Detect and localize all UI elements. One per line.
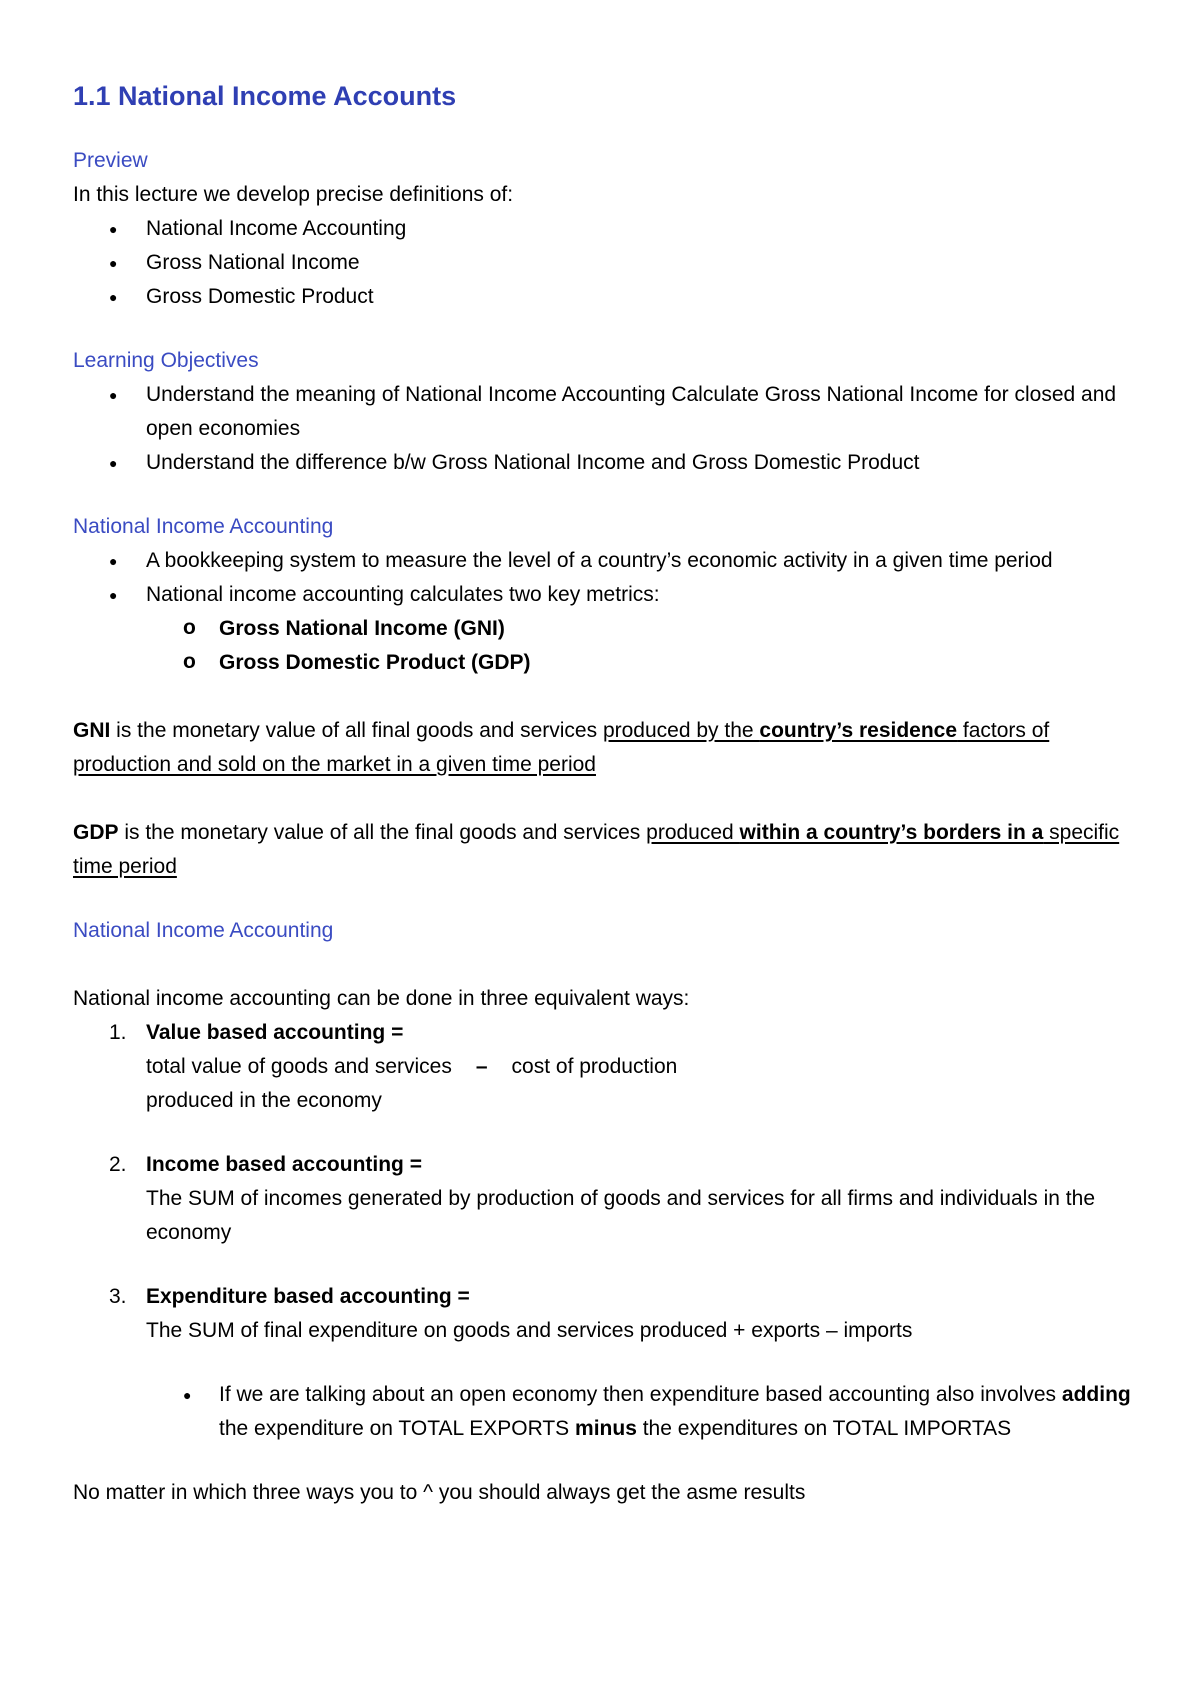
gni-term: GNI bbox=[73, 719, 111, 742]
way-label: Income based accounting = bbox=[146, 1153, 422, 1176]
nia-heading: National Income Accounting bbox=[73, 515, 334, 538]
nia2-intro: National income accounting can be done in three equivalent ways: bbox=[73, 987, 690, 1010]
metrics-list bbox=[73, 612, 1133, 680]
objectives-list bbox=[73, 378, 1133, 480]
list-item bbox=[73, 612, 1133, 646]
way-text: The SUM of incomes generated by production of goods and services for all firms and individuals in the economy bbox=[146, 1187, 1095, 1244]
gni-u2: factors of production and sold on the market in a given time period bbox=[73, 719, 1050, 776]
value-formula bbox=[146, 1050, 1133, 1084]
way-label: Expenditure based accounting = bbox=[146, 1285, 470, 1308]
list-item: ● Gross National Income bbox=[73, 246, 1133, 280]
open-economy-note bbox=[73, 1378, 1133, 1446]
preview-intro: In this lecture we develop precise definitions of: bbox=[73, 183, 514, 206]
way-number: 1. bbox=[109, 1021, 127, 1044]
gdp-u1: produced bbox=[646, 821, 740, 844]
formula-minus: – bbox=[475, 1055, 488, 1078]
list-item bbox=[73, 646, 1133, 680]
gdp-u-bold: within a country’s borders in a bbox=[739, 821, 1044, 844]
note-minus: minus bbox=[575, 1417, 637, 1440]
way-label: Value based accounting = bbox=[146, 1021, 404, 1044]
note-e: the expenditures on TOTAL IMPORTAS bbox=[636, 1417, 1012, 1440]
gdp-definition bbox=[73, 816, 1133, 884]
list-item: ● Gross Domestic Product bbox=[73, 280, 1133, 314]
list-item bbox=[73, 1016, 1133, 1118]
note-a: If we are talking about an open economy then expenditure based accounting also involves bbox=[219, 1383, 1062, 1406]
list-item bbox=[73, 1148, 1133, 1250]
preview-list bbox=[73, 212, 1133, 314]
nia-section bbox=[73, 510, 1133, 680]
nia-list bbox=[73, 544, 1133, 612]
metric-gdp: Gross Domestic Product (GDP) bbox=[219, 651, 531, 674]
nia2-heading: National Income Accounting bbox=[73, 919, 334, 942]
metric-gni: Gross National Income (GNI) bbox=[219, 617, 505, 640]
note-adding: adding bbox=[1061, 1383, 1131, 1406]
gni-text: is the monetary value of all final goods and services bbox=[110, 719, 603, 742]
note-c: the expenditure on TOTAL EXPORTS bbox=[219, 1417, 576, 1440]
ways-list bbox=[73, 1016, 1133, 1348]
page-title: 1.1 National Income Accounts bbox=[73, 81, 457, 111]
gni-definition bbox=[73, 714, 1133, 782]
way-number: 3. bbox=[109, 1285, 127, 1308]
list-item: ● National income accounting calculates two key metrics: bbox=[73, 578, 1133, 612]
way-text: The SUM of final expenditure on goods and services produced + exports – imports bbox=[146, 1319, 913, 1342]
list-item: ● National Income Accounting bbox=[73, 212, 1133, 246]
nia2-section bbox=[73, 914, 1133, 1510]
preview-heading: Preview bbox=[73, 149, 148, 172]
gdp-term: GDP bbox=[73, 821, 119, 844]
gdp-text: is the monetary value of all the final goods and services bbox=[118, 821, 647, 844]
gni-u-bold: country’s residence bbox=[759, 719, 958, 742]
preview-section bbox=[73, 144, 1133, 314]
formula-total: total value of goods and services bbox=[146, 1055, 452, 1078]
list-item: ● Understand the difference b/w Gross National Income and Gross Domestic Product bbox=[73, 446, 1133, 480]
gni-u1: produced by the bbox=[602, 719, 760, 742]
closing-text: No matter in which three ways you to ^ you should always get the asme results bbox=[73, 1481, 806, 1504]
list-item: ● Understand the meaning of National Income Accounting Calculate Gross National Income for closed and open economies bbox=[73, 378, 1133, 446]
gdp-u2: specific time period bbox=[73, 821, 1120, 878]
objectives-section bbox=[73, 344, 1133, 480]
document-page bbox=[73, 78, 1133, 1510]
formula-cost: cost of production bbox=[511, 1055, 678, 1078]
objectives-heading: Learning Objectives bbox=[73, 349, 259, 372]
list-item bbox=[73, 1280, 1133, 1348]
list-item bbox=[73, 1378, 1133, 1446]
list-item: ● A bookkeeping system to measure the level of a country’s economic activity in a given time period bbox=[73, 544, 1133, 578]
way-number: 2. bbox=[109, 1153, 127, 1176]
formula-line2: produced in the economy bbox=[146, 1089, 382, 1112]
